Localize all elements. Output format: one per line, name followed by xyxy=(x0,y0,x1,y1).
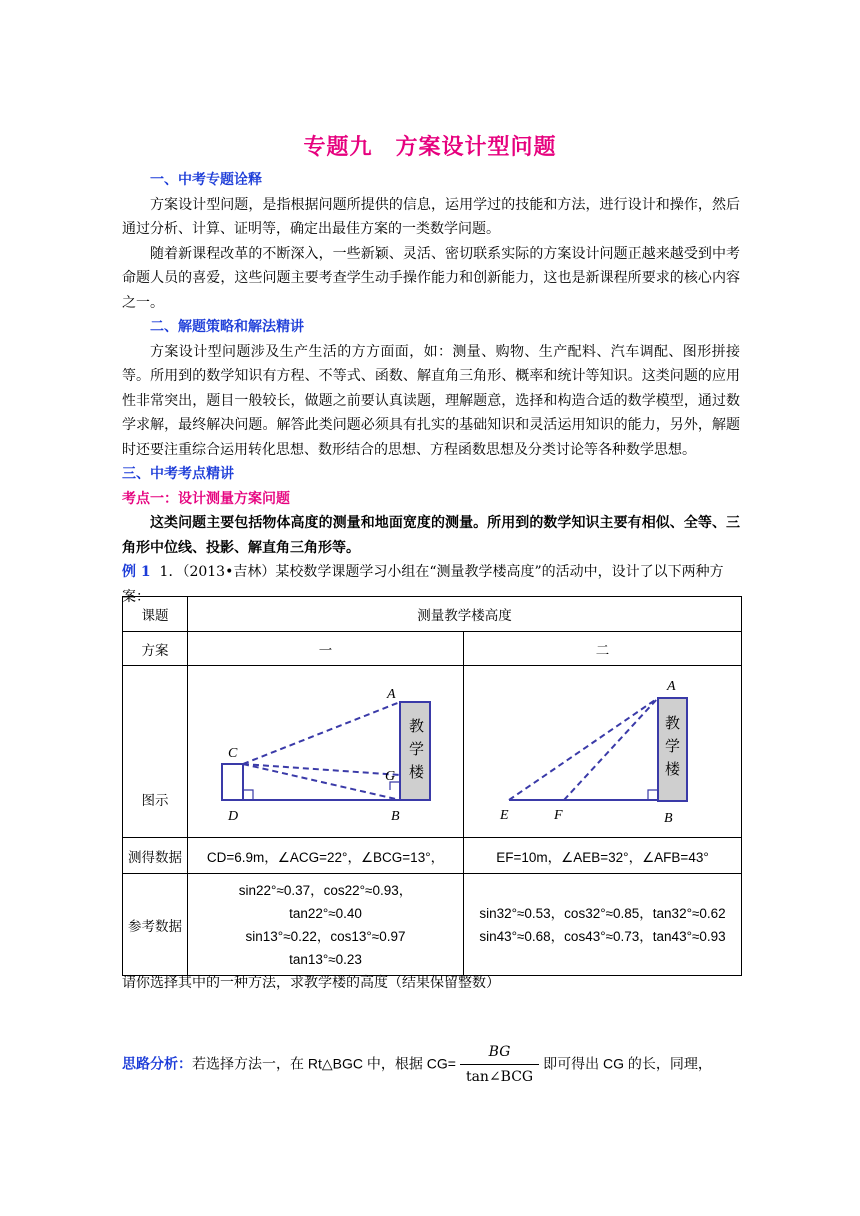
cell-plan-two: 二 xyxy=(464,632,742,666)
figure-two-cell xyxy=(464,666,742,838)
scheme-table xyxy=(122,596,742,976)
figure-one-diagram xyxy=(188,666,463,833)
cell-ref-one xyxy=(188,874,464,976)
analysis-pre: 若选择方法一，在 Rt△BGC 中，根据 CG= xyxy=(192,1055,456,1072)
ref-line: tan22°≈0.40 xyxy=(289,905,362,921)
paragraph: 方案设计型问题涉及生产生活的方方面面，如：测量、购物、生产配料、汽车调配、图形拼接等。所用到的数学知识有方程、不等式、函数、解直角三角形、概率和统计等知识。这类问题的应用性非常突出，题目一般较长，做题之前要认真读题，理解题意，选择和构造合适的数学模型，通过数学求解，最终解决问题。解答此类问题必须具有扎实的基础知识和灵活运用知识的能力，另外，解题时还要注重综合运用转化思想、数形结合的思想、方程函数思想及分类讨论等各种数学思想。 xyxy=(122,343,740,458)
analysis-post: 即可得出 CG 的长，同理， xyxy=(543,1055,712,1072)
sight-line-ea xyxy=(509,698,658,800)
cell-ref-two xyxy=(464,874,742,976)
building-char: 教 xyxy=(665,714,681,732)
question-text: 请你选择其中的一种方法，求教学楼的高度（结果保留整数） xyxy=(122,975,500,991)
paragraph: 方案设计型问题，是指根据问题所提供的信息，运用学过的技能和方法，进行设计和操作，然后通过分析、计算、证明等，确定出最佳方案的一类数学问题。 xyxy=(122,196,740,237)
example-label: 例 1 xyxy=(122,564,151,580)
sight-line-fa xyxy=(564,698,658,800)
fraction-numerator: BG xyxy=(460,1040,539,1065)
cell-topic: 测量教学楼高度 xyxy=(188,597,742,632)
analysis-line xyxy=(122,1040,742,1089)
ref-line: sin13°≈0.22，cos13°≈0.97 xyxy=(245,928,406,944)
cell-label: 测得数据 xyxy=(123,838,188,874)
ref-line: tan13°≈0.23 xyxy=(289,951,362,967)
label-a: A xyxy=(667,679,676,694)
label-f: F xyxy=(554,808,563,823)
figure-two-diagram xyxy=(464,666,741,833)
example-text: 1．（2013•吉林）某校数学课题学习小组在“测量教学楼高度”的活动中，设计了以下两种方案： xyxy=(122,564,724,605)
section-heading-3: 三、中考考点精讲 xyxy=(122,466,234,482)
cell-measure-one: CD=6.9m，∠ACG=22°，∠BCG=13°， xyxy=(188,838,464,874)
cell-measure-two: EF=10m，∠AEB=32°，∠AFB=43° xyxy=(464,838,742,874)
sight-line-cb xyxy=(243,764,400,800)
building-char: 楼 xyxy=(665,760,681,778)
cell-label: 图示 xyxy=(123,666,188,838)
label-b: B xyxy=(391,809,400,824)
building-char: 学 xyxy=(665,737,681,755)
cell-label: 课题 xyxy=(123,597,188,632)
paragraph: 随着新课程改革的不断深入，一些新颖、灵活、密切联系实际的方案设计问题正越来越受到中考命题人员的喜爱，这些问题主要考查学生动手操作能力和创新能力，这也是新课程所要求的核心内容之一。 xyxy=(122,245,740,311)
fraction-denominator: tan∠BCG xyxy=(465,1069,534,1085)
right-angle-mark xyxy=(243,790,253,800)
pole-rect xyxy=(222,764,243,800)
sight-line-ca xyxy=(243,702,400,764)
cell-label: 参考数据 xyxy=(123,874,188,976)
ref-line: sin32°≈0.53，cos32°≈0.85，tan32°≈0.62 xyxy=(479,905,726,921)
building-char: 学 xyxy=(409,740,425,758)
building-char: 教 xyxy=(409,717,425,735)
cell-plan-one: 一 xyxy=(188,632,464,666)
label-d: D xyxy=(228,809,239,824)
label-a: A xyxy=(387,687,396,702)
label-c: C xyxy=(228,746,238,761)
right-angle-mark xyxy=(648,790,658,800)
label-e: E xyxy=(500,808,509,823)
key-point-heading: 考点一：设计测量方案问题 xyxy=(122,490,290,507)
ref-line: sin43°≈0.68，cos43°≈0.73，tan43°≈0.93 xyxy=(479,928,726,944)
building-char: 楼 xyxy=(409,763,425,781)
label-g: G xyxy=(385,769,396,784)
ref-line: sin22°≈0.37，cos22°≈0.93， xyxy=(238,882,413,898)
page-title: 专题九 方案设计型问题 xyxy=(303,134,557,160)
section-heading-2: 二、解题策略和解法精讲 xyxy=(150,319,304,335)
label-b: B xyxy=(664,811,673,826)
fraction xyxy=(460,1040,539,1089)
figure-one-cell xyxy=(188,666,464,838)
cell-label: 方案 xyxy=(123,632,188,666)
analysis-label: 思路分析： xyxy=(122,1056,192,1073)
body-text xyxy=(122,168,740,609)
key-point-intro: 这类问题主要包括物体高度的测量和地面宽度的测量。所用到的数学知识主要有相似、全等、三角形中位线、投影、解直角三角形等。 xyxy=(122,515,740,556)
section-heading-1: 一、中考专题诠释 xyxy=(150,172,262,188)
